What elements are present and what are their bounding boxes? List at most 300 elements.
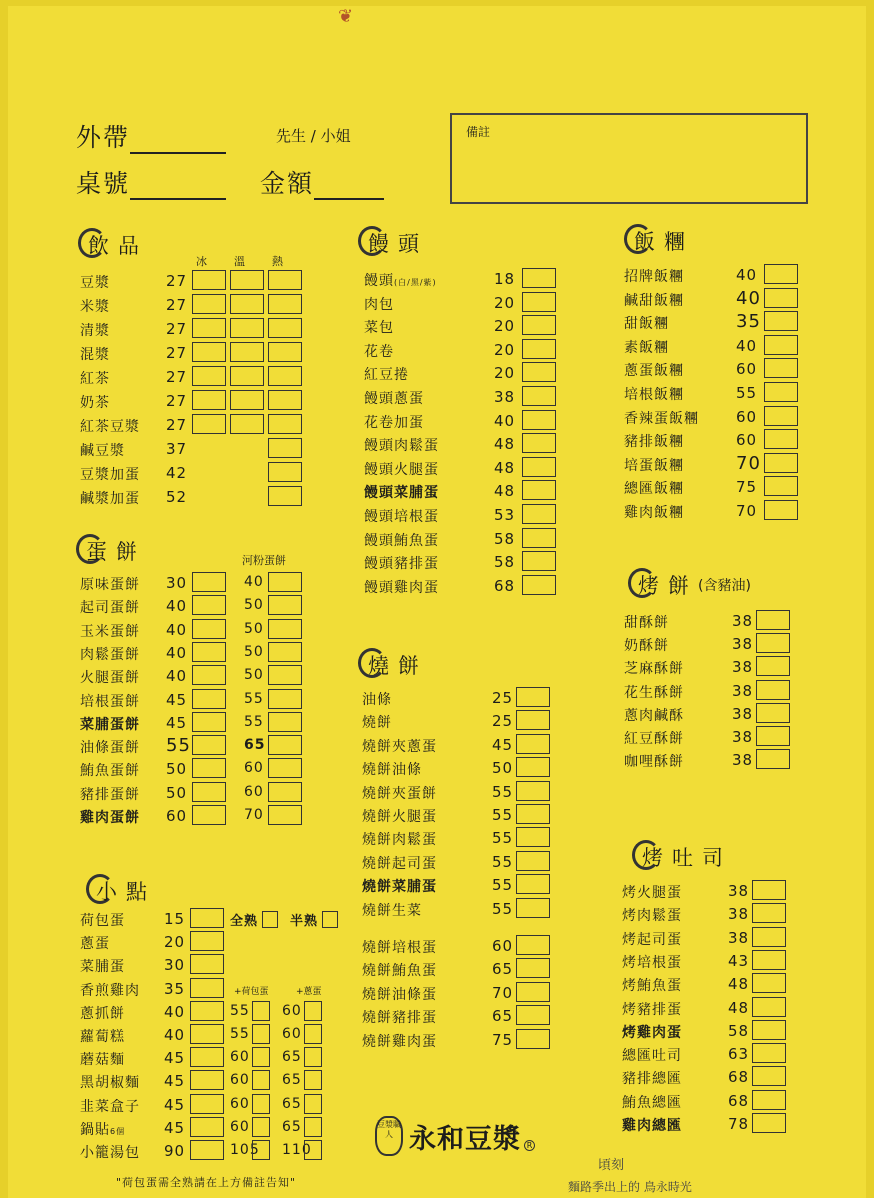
order-checkbox[interactable] xyxy=(516,781,550,801)
pin-mark-icon: ❦ xyxy=(338,6,354,27)
item-name: 總匯飯糰 xyxy=(624,481,684,498)
order-checkbox[interactable] xyxy=(522,457,556,477)
order-checkbox[interactable] xyxy=(756,656,790,676)
order-checkbox[interactable] xyxy=(752,1113,786,1133)
order-checkbox[interactable] xyxy=(190,1001,224,1021)
item-price: 18 xyxy=(494,270,516,288)
order-checkbox[interactable] xyxy=(268,595,302,615)
order-checkbox[interactable] xyxy=(752,1066,786,1086)
section-title-drinks xyxy=(78,230,148,260)
order-checkbox[interactable] xyxy=(304,1047,322,1067)
order-checkbox[interactable] xyxy=(192,366,226,386)
order-checkbox[interactable] xyxy=(230,366,264,386)
menu-row xyxy=(622,950,802,972)
item-price: 55 xyxy=(736,384,758,402)
order-checkbox[interactable] xyxy=(252,1024,270,1044)
item-price: 27 xyxy=(166,392,188,410)
order-checkbox[interactable] xyxy=(522,362,556,382)
menu-row xyxy=(364,433,564,455)
menu-row xyxy=(80,978,340,1000)
order-checkbox[interactable] xyxy=(268,665,302,685)
item-name: 饅頭菜脯蛋 xyxy=(364,485,439,502)
order-checkbox[interactable] xyxy=(230,318,264,338)
item-price: 38 xyxy=(732,635,754,654)
menu-row xyxy=(624,453,804,475)
item-name: 饅頭培根蛋 xyxy=(364,509,439,525)
item-name: 培蛋飯糰 xyxy=(624,457,684,474)
item-name: 燒餅油條蛋 xyxy=(362,986,437,1003)
item-name: 燒餅鮪魚蛋 xyxy=(362,963,437,980)
item-price: 45 xyxy=(164,1095,186,1114)
order-checkbox[interactable] xyxy=(756,703,790,723)
item-price: 40 xyxy=(494,411,516,430)
order-checkbox[interactable] xyxy=(304,1001,322,1021)
scrawl-text-1: 頃刻 xyxy=(598,1158,625,1173)
order-checkbox[interactable] xyxy=(252,1140,270,1160)
item-price: 45 xyxy=(492,735,514,754)
item-name: 蔥抓餅 xyxy=(80,1005,125,1022)
item-name: 玉米蛋餅 xyxy=(80,623,140,640)
item-name: 總匯吐司 xyxy=(622,1048,682,1065)
item-price: 50 xyxy=(166,783,188,802)
pastry-title: 烤餅 xyxy=(638,574,698,598)
item-price: 60 xyxy=(166,807,188,825)
item-name: 燒餅豬排蛋 xyxy=(362,1010,437,1027)
order-checkbox[interactable] xyxy=(268,642,302,662)
takeout-label: 外帶 xyxy=(76,123,131,152)
item-price: 63 xyxy=(728,1045,750,1064)
menu-row xyxy=(80,1140,340,1162)
order-checkbox[interactable] xyxy=(522,504,556,524)
order-checkbox[interactable] xyxy=(764,500,798,520)
menu-row xyxy=(362,1029,562,1051)
menu-row xyxy=(364,386,564,408)
order-checkbox[interactable] xyxy=(252,1047,270,1067)
order-checkbox[interactable] xyxy=(192,572,226,592)
item-price: 42 xyxy=(166,464,188,482)
item-name: 花卷 xyxy=(364,343,394,360)
item-price-alt: 50 xyxy=(244,620,264,637)
order-checkbox[interactable] xyxy=(192,712,226,732)
menu-row xyxy=(362,734,562,756)
menu-row xyxy=(80,572,310,594)
item-price: 65 xyxy=(492,1007,514,1026)
menu-row xyxy=(364,410,564,432)
half-cooked-checkbox[interactable] xyxy=(322,911,338,928)
item-name: 韭菜盒子 xyxy=(80,1098,140,1115)
order-checkbox[interactable] xyxy=(230,414,264,434)
order-checkbox[interactable] xyxy=(304,1117,322,1137)
menu-row xyxy=(364,292,564,314)
order-checkbox[interactable] xyxy=(522,551,556,571)
item-price: 38 xyxy=(732,728,754,746)
order-checkbox[interactable] xyxy=(756,726,790,746)
item-name: 饅頭豬排蛋 xyxy=(364,556,439,573)
menu-row xyxy=(624,656,804,678)
item-name: 招牌飯糰 xyxy=(624,269,684,285)
order-checkbox[interactable] xyxy=(268,805,302,825)
menu-row xyxy=(362,687,562,709)
order-checkbox[interactable] xyxy=(522,433,556,453)
item-price: 75 xyxy=(736,478,758,497)
order-checkbox[interactable] xyxy=(304,1140,322,1160)
menu-row xyxy=(622,973,802,995)
item-note: 6個 xyxy=(110,1126,126,1136)
menu-row xyxy=(624,476,804,498)
menu-row xyxy=(80,462,310,484)
menu-row xyxy=(364,339,564,361)
order-checkbox[interactable] xyxy=(268,366,302,386)
item-price: 27 xyxy=(166,272,188,290)
item-name: 菜包 xyxy=(364,320,394,337)
order-checkbox[interactable] xyxy=(516,851,550,871)
order-checkbox[interactable] xyxy=(190,1024,224,1044)
item-price: 20 xyxy=(494,364,516,383)
order-checkbox[interactable] xyxy=(752,880,786,900)
item-name: 燒餅夾蛋餅 xyxy=(362,785,437,802)
order-checkbox[interactable] xyxy=(522,268,556,288)
item-price: 50 xyxy=(492,759,514,778)
menu-row xyxy=(622,1020,802,1042)
menu-row xyxy=(80,735,310,757)
item-name: 原味蛋餅 xyxy=(80,577,140,593)
order-checkbox[interactable] xyxy=(756,680,790,700)
order-checkbox[interactable] xyxy=(230,294,264,314)
order-checkbox[interactable] xyxy=(190,908,224,928)
menu-row xyxy=(362,982,562,1004)
item-price: 70 xyxy=(492,983,514,1002)
order-checkbox[interactable] xyxy=(764,335,798,355)
brand-logo xyxy=(375,1116,535,1156)
order-checkbox[interactable] xyxy=(752,1043,786,1063)
order-checkbox[interactable] xyxy=(192,270,226,290)
item-name: 燒餅 xyxy=(362,715,392,732)
item-price: 68 xyxy=(728,1068,750,1087)
item-price: 20 xyxy=(164,933,186,952)
item-price-alt: 65 xyxy=(244,737,266,754)
item-price: 15 xyxy=(164,910,186,928)
item-price: 50 xyxy=(166,760,188,779)
item-name: 燒餅起司蛋 xyxy=(362,855,437,872)
order-checkbox[interactable] xyxy=(756,610,790,630)
order-checkbox[interactable] xyxy=(192,294,226,314)
order-checkbox[interactable] xyxy=(752,1020,786,1040)
order-checkbox[interactable] xyxy=(252,1094,270,1114)
order-checkbox[interactable] xyxy=(192,758,226,778)
item-price: 35 xyxy=(164,979,186,998)
item-price: 40 xyxy=(736,336,758,355)
order-checkbox[interactable] xyxy=(764,311,798,331)
shaobing-title: 燒餅 xyxy=(368,654,428,678)
order-checkbox[interactable] xyxy=(516,710,550,730)
item-price: 55 xyxy=(492,782,514,801)
order-checkbox[interactable] xyxy=(516,982,550,1002)
order-checkbox[interactable] xyxy=(192,689,226,709)
order-checkbox[interactable] xyxy=(268,462,302,482)
menu-row xyxy=(80,782,310,804)
order-checkbox[interactable] xyxy=(192,390,226,410)
order-checkbox[interactable] xyxy=(268,270,302,290)
item-price: 35 xyxy=(736,311,761,333)
item-name: 甜酥餅 xyxy=(624,615,669,631)
order-checkbox[interactable] xyxy=(522,292,556,312)
item-price: 38 xyxy=(494,388,516,406)
item-price: 55 xyxy=(492,852,514,871)
order-checkbox[interactable] xyxy=(522,528,556,548)
item-price: 68 xyxy=(494,576,516,595)
amount-field[interactable] xyxy=(260,164,384,200)
order-checkbox[interactable] xyxy=(756,633,790,653)
item-price: 48 xyxy=(494,435,516,454)
order-checkbox[interactable] xyxy=(522,410,556,430)
order-checkbox[interactable] xyxy=(268,758,302,778)
order-checkbox[interactable] xyxy=(190,1094,224,1114)
item-name: 烤豬排蛋 xyxy=(622,1001,682,1018)
egg-pancake-title: 蛋餅 xyxy=(86,540,146,564)
item-name: 培根飯糰 xyxy=(624,387,684,403)
order-checkbox[interactable] xyxy=(764,429,798,449)
item-name: 燒餅火腿蛋 xyxy=(362,809,437,825)
order-checkbox[interactable] xyxy=(190,1070,224,1090)
item-price: 38 xyxy=(732,658,754,677)
order-checkbox[interactable] xyxy=(764,406,798,426)
brand-seal: 豆漿職人 xyxy=(375,1116,403,1156)
order-checkbox[interactable] xyxy=(268,318,302,338)
item-name: 花生酥餅 xyxy=(624,684,684,701)
item-name: 蘿蔔糕 xyxy=(80,1029,125,1045)
menu-row xyxy=(80,1094,340,1116)
menu-row xyxy=(80,954,340,976)
order-checkbox[interactable] xyxy=(268,414,302,434)
menu-row xyxy=(80,318,310,340)
item-price: 55 xyxy=(492,876,514,895)
order-checkbox[interactable] xyxy=(752,973,786,993)
full-cooked-label: 全熟 xyxy=(230,914,259,929)
item-price-alt: 55 xyxy=(230,1002,250,1019)
section-title-shaobing xyxy=(358,650,428,680)
order-checkbox[interactable] xyxy=(522,575,556,595)
order-checkbox[interactable] xyxy=(516,734,550,754)
item-price-alt: 55 xyxy=(230,1026,250,1042)
menu-row xyxy=(80,805,310,827)
item-price: 38 xyxy=(732,751,754,770)
item-price-alt: 60 xyxy=(230,1072,250,1089)
menu-row xyxy=(362,757,562,779)
order-checkbox[interactable] xyxy=(756,749,790,769)
order-checkbox[interactable] xyxy=(268,390,302,410)
order-checkbox[interactable] xyxy=(268,572,302,592)
order-checkbox[interactable] xyxy=(752,950,786,970)
order-checkbox[interactable] xyxy=(764,288,798,308)
item-price: 45 xyxy=(166,713,188,732)
order-checkbox[interactable] xyxy=(764,476,798,496)
order-checkbox[interactable] xyxy=(192,595,226,615)
menu-row xyxy=(80,712,310,734)
order-checkbox[interactable] xyxy=(190,931,224,951)
table-no-label: 桌號 xyxy=(76,169,131,198)
order-checkbox[interactable] xyxy=(764,358,798,378)
order-checkbox[interactable] xyxy=(516,958,550,978)
item-name: 豬排蛋餅 xyxy=(80,786,140,803)
order-checkbox[interactable] xyxy=(764,264,798,284)
order-checkbox[interactable] xyxy=(516,757,550,777)
order-checkbox[interactable] xyxy=(304,1024,322,1044)
menu-row xyxy=(364,457,564,479)
order-checkbox[interactable] xyxy=(252,1117,270,1137)
menu-row xyxy=(622,880,802,902)
order-checkbox[interactable] xyxy=(752,927,786,947)
order-checkbox[interactable] xyxy=(190,954,224,974)
item-price-alt: 60 xyxy=(230,1118,250,1135)
takeout-field[interactable] xyxy=(76,118,226,154)
order-checkbox[interactable] xyxy=(268,712,302,732)
section-title-toast xyxy=(632,842,732,872)
full-cooked-checkbox[interactable] xyxy=(262,911,278,928)
order-checkbox[interactable] xyxy=(752,903,786,923)
item-name: 蔥蛋飯糰 xyxy=(624,363,684,380)
item-name: 芝麻酥餅 xyxy=(624,661,684,678)
rice-ball-title: 飯糰 xyxy=(634,230,694,254)
col-warm: 溫 xyxy=(234,255,248,268)
scrawl-text-2: 麵路季出上的 鳥永時光 xyxy=(568,1180,692,1194)
item-price: 40 xyxy=(166,643,188,662)
item-name: 奶茶 xyxy=(80,395,110,411)
item-price: 55 xyxy=(492,829,514,848)
item-name: 燒餅雞肉蛋 xyxy=(362,1033,437,1050)
item-price: 25 xyxy=(492,689,514,707)
item-name: 燒餅油條 xyxy=(362,762,422,779)
order-checkbox[interactable] xyxy=(252,1070,270,1090)
order-checkbox[interactable] xyxy=(192,414,226,434)
table-no-field[interactable] xyxy=(76,164,226,200)
order-checkbox[interactable] xyxy=(516,827,550,847)
order-checkbox[interactable] xyxy=(516,1029,550,1049)
item-name: 菜脯蛋 xyxy=(80,959,125,976)
item-name: 奶酥餅 xyxy=(624,638,669,655)
order-checkbox[interactable] xyxy=(230,342,264,362)
order-checkbox[interactable] xyxy=(190,978,224,998)
item-price: 30 xyxy=(166,574,188,592)
order-checkbox[interactable] xyxy=(304,1094,322,1114)
menu-row xyxy=(80,342,310,364)
order-checkbox[interactable] xyxy=(764,453,798,473)
order-checkbox[interactable] xyxy=(516,804,550,824)
item-price: 40 xyxy=(166,620,188,639)
menu-row xyxy=(624,358,804,380)
order-checkbox[interactable] xyxy=(522,315,556,335)
menu-row xyxy=(80,619,310,641)
half-cooked-label: 半熟 xyxy=(290,914,319,929)
item-price-alt: 60 xyxy=(244,760,264,777)
order-checkbox[interactable] xyxy=(516,1005,550,1025)
item-name: 火腿蛋餅 xyxy=(80,670,140,687)
order-checkbox[interactable] xyxy=(522,480,556,500)
item-price: 48 xyxy=(728,998,750,1017)
order-checkbox[interactable] xyxy=(304,1070,322,1090)
item-name: 油條 xyxy=(362,692,392,708)
menu-row xyxy=(624,335,804,357)
order-checkbox[interactable] xyxy=(192,342,226,362)
order-checkbox[interactable] xyxy=(252,1001,270,1021)
title-suffix: 先生 / 小姐 xyxy=(276,127,351,145)
order-checkbox[interactable] xyxy=(268,342,302,362)
item-price-alt: 55 xyxy=(244,690,264,707)
order-checkbox[interactable] xyxy=(268,438,302,458)
remark-box[interactable] xyxy=(450,113,808,204)
item-name: 素飯糰 xyxy=(624,339,669,356)
order-checkbox[interactable] xyxy=(522,339,556,359)
order-checkbox[interactable] xyxy=(752,1090,786,1110)
item-name: 饅頭火腿蛋 xyxy=(364,461,439,478)
item-name: 燒餅生菜 xyxy=(362,902,422,919)
item-name: 饅頭蔥蛋 xyxy=(364,391,424,407)
col-ice: 冰 xyxy=(196,255,210,268)
item-price: 48 xyxy=(728,975,750,994)
order-checkbox[interactable] xyxy=(268,294,302,314)
item-name: 黑胡椒麵 xyxy=(80,1075,140,1092)
item-name: 蔥肉鹹酥 xyxy=(624,707,684,724)
section-title-egg-pancake xyxy=(76,536,146,566)
order-checkbox[interactable] xyxy=(192,619,226,639)
item-price: 38 xyxy=(732,681,754,700)
item-price: 27 xyxy=(166,320,188,338)
order-checkbox[interactable] xyxy=(268,486,302,506)
item-price: 38 xyxy=(732,612,754,630)
order-checkbox[interactable] xyxy=(192,665,226,685)
item-price: 27 xyxy=(166,344,188,362)
order-checkbox[interactable] xyxy=(522,386,556,406)
order-checkbox[interactable] xyxy=(516,874,550,894)
item-price: 20 xyxy=(494,340,516,359)
menu-row xyxy=(362,781,562,803)
item-note: (白/黑/紫) xyxy=(394,278,437,287)
item-price: 55 xyxy=(492,899,514,918)
item-price-alt: 55 xyxy=(244,713,264,730)
order-checkbox[interactable] xyxy=(268,782,302,802)
menu-row xyxy=(364,504,564,526)
menu-row xyxy=(622,1043,802,1065)
order-checkbox[interactable] xyxy=(764,382,798,402)
order-checkbox[interactable] xyxy=(268,619,302,639)
order-checkbox[interactable] xyxy=(190,1140,224,1160)
order-checkbox[interactable] xyxy=(516,935,550,955)
order-checkbox[interactable] xyxy=(192,805,226,825)
order-checkbox[interactable] xyxy=(230,270,264,290)
order-checkbox[interactable] xyxy=(752,997,786,1017)
order-checkbox[interactable] xyxy=(268,735,302,755)
order-checkbox[interactable] xyxy=(268,689,302,709)
item-name: 饅頭肉鬆蛋 xyxy=(364,438,439,455)
item-price: 45 xyxy=(164,1072,186,1091)
menu-row xyxy=(80,595,310,617)
order-checkbox[interactable] xyxy=(192,735,226,755)
col-rice-noodle: 河粉蛋餅 xyxy=(242,554,286,567)
item-name: 肉鬆蛋餅 xyxy=(80,646,140,663)
order-checkbox[interactable] xyxy=(516,687,550,707)
menu-row xyxy=(624,382,804,404)
order-checkbox[interactable] xyxy=(516,898,550,918)
order-checkbox[interactable] xyxy=(192,782,226,802)
order-checkbox[interactable] xyxy=(190,1117,224,1137)
item-price-alt: 65 xyxy=(282,1072,302,1089)
item-name: 肉包 xyxy=(364,296,394,313)
order-checkbox[interactable] xyxy=(192,318,226,338)
order-checkbox[interactable] xyxy=(230,390,264,410)
order-checkbox[interactable] xyxy=(190,1047,224,1067)
order-checkbox[interactable] xyxy=(192,642,226,662)
registered-mark: R xyxy=(524,1140,535,1151)
item-price: 68 xyxy=(728,1091,750,1110)
